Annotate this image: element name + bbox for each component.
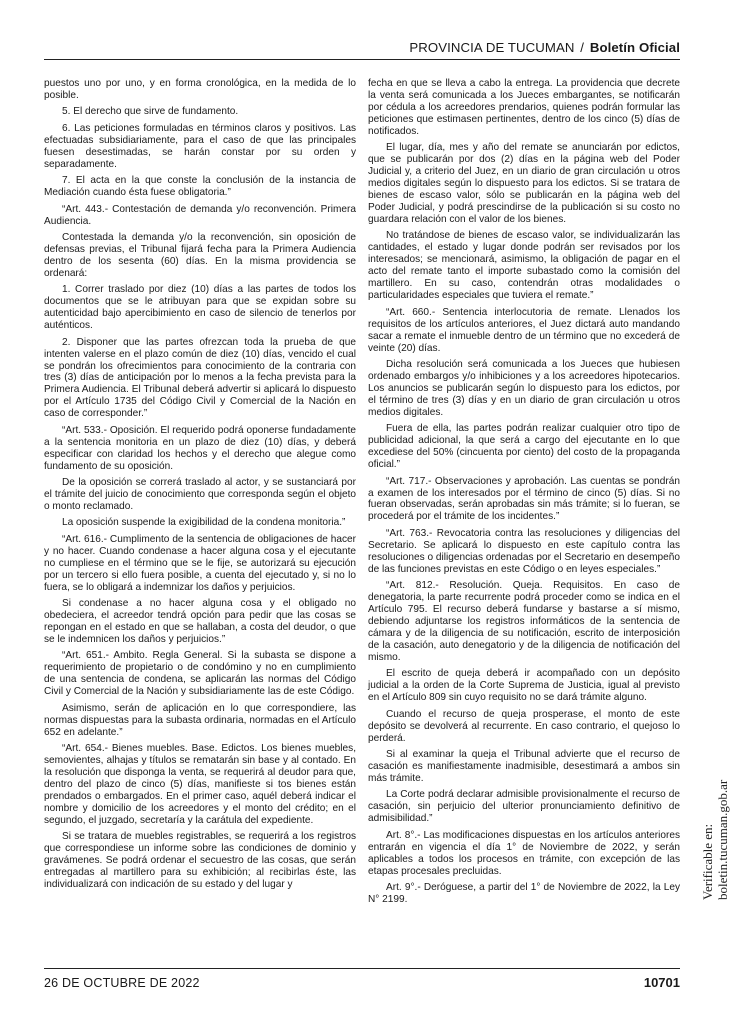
paragraph: Art. 9°.- Deróguese, a partir del 1° de Noviembre de 2022, la Ley N° 2199.: [368, 882, 680, 906]
verification-label: Verificable en:: [700, 823, 715, 900]
paragraph: fecha en que se lleva a cabo la entrega. La providencia que decrete la venta será comunicada a los Jueces embargantes, se notificarán por cédula a los acreedores prendarios, quienes podrán formular las peticiones que estimasen pertinentes, dentro de los cinco (5) días de notificados.: [368, 78, 680, 137]
verification-url[interactable]: boletin.tucuman.gob.ar: [715, 779, 730, 900]
paragraph: “Art. 763.- Revocatoria contra las resoluciones y diligencias del Secretario. Se aplicará lo dispuesto en este capítulo contra las resoluciones o diligencias ordenadas por el Secretario en desempeño de las funciones previstas en este Código o en leyes especiales.”: [368, 527, 680, 575]
paragraph: 7. El acta en la que conste la conclusión de la instancia de Mediación cuando ésta fuese obligatoria.”: [44, 175, 356, 199]
paragraph: 5. El derecho que sirve de fundamento.: [62, 106, 239, 118]
paragraph: puestos uno por uno, y en forma cronológica, en la medida de lo posible.: [44, 78, 356, 101]
page-header: [44, 40, 680, 58]
paragraph: “Art. 812.- Resolución. Queja. Requisitos. En caso de denegatoria, la parte recurrente podrá proceder como se indica en el Artículo 795. El recurso deberá fundarse y bastarse a sí mismo, debiendo adjuntarse los registros informáticos de la sentencia de cámara y de la diligencia de su notificación, escrito de interposición de la casación, auto denegatorio y de la diligencia de notificación del mismo.: [368, 580, 680, 663]
paragraph: 1. Correr traslado por diez (10) días a las partes de todos los documentos que se le atribuyan para que se expidan sobre su autenticidad bajo apercibimiento en caso de silencio de tenerlos por auténticos.: [44, 284, 356, 332]
paragraph: De la oposición se correrá traslado al actor, y se sustanciará por el trámite del juicio de conocimiento que corresponda según el objeto o monto reclamado.: [44, 477, 356, 512]
paragraph: El lugar, día, mes y año del remate se anunciarán por edictos, que se publicarán por dos (2) días en la página web del Poder Judicial y, a criterio del Juez, en un diario de gran circulación u otros medios digitales según lo dispuesto para los edictos. Si se tratara de bienes de escaso valor, sólo se publicarán en la página web del Poder Judicial, y podrá prescindirse de la publicación si su costo no guardara relación con el valor de los bienes.: [368, 142, 680, 225]
paragraph: No tratándose de bienes de escaso valor, se individualizarán las cantidades, el estado y lugar donde podrán ser revisados por los interesados; se mencionará, asimismo, la obligación de pagar en el acto del remate tanto el importe subastado como la comisión del martillero. En su caso, contendrán otras modalidades o particularidades especiales que tuviera el remate.”: [368, 230, 680, 302]
paragraph: Si condenase a no hacer alguna cosa y el obligado no obedeciera, el acreedor tendrá opción para pedir que las cosas se repongan en el estado en que se hallaban, a costa del deudor, o que se le indemnicen los daños y perjuicios.”: [44, 598, 356, 646]
paragraph: Si al examinar la queja el Tribunal advierte que el recurso de casación es manifiestamente inadmisible, desestimará a ambos sin más trámite.: [368, 749, 680, 784]
paragraph: El escrito de queja deberá ir acompañado con un depósito judicial a la orden de la Corte Suprema de Justicia, igual al previsto en el Artículo 809 sin cuyo requisito no se dará trámite alguno.: [368, 668, 680, 704]
page-number: 10701: [643, 975, 680, 990]
right-column: [368, 78, 680, 911]
paragraph: 6. Las peticiones formuladas en términos claros y positivos. Las efectuadas subsidiariamente, para el caso de que las principales fuesen desestimadas, se harán constar por su orden y separadamente.: [44, 122, 356, 170]
verification-note: [700, 780, 730, 900]
paragraph: Art. 8°.- Las modificaciones dispuestas en los artículos anteriores entrarán en vigencia el día 1° de Noviembre de 2022, y serán aplicables a todos los procesos en trámite, con excepción de las etapas procesales precluidas.: [368, 829, 680, 877]
paragraph: Dicha resolución será comunicada a los Jueces que hubiesen ordenado embargos y/o inhibiciones y a los acreedores hipotecarios. Los anuncios se publicarán según lo dispuesto para los edictos, por el término de tres (3) días y en un diario de gran circulación u otros medios digitales.: [368, 358, 680, 418]
footer-rule: [44, 968, 680, 969]
paragraph: “Art. 660.- Sentencia interlocutoria de remate. Llenados los requisitos de los artículos anteriores, el Juez dictará auto mandando sacar a remate el inmueble dentro de un término que no excederá de veinte (20) días.: [368, 306, 680, 354]
left-column: [44, 78, 356, 896]
paragraph: “Art. 533.- Oposición. El requerido podrá oponerse fundadamente a la sentencia monitoria en un plazo de diez (10) días, y deberá especificar con claridad los hechos y el derecho que alegue como fundamento de su oposición.: [44, 424, 356, 472]
paragraph: “Art. 654.- Bienes muebles. Base. Edictos. Los bienes muebles, semovientes, alhajas y títulos se rematarán sin base y al contado. En la resolución que disponga la venta, se requerirá al deudor para que, dentro del plazo de cinco (5) días, manifieste si tos bienes están prendados o embargados. En el primer caso, aquél deberá indicar el nombre y domicilio de los acreedores y el monto del crédito; en el segundo, el juzgado, secretaría y la carátula del expediente.: [44, 743, 356, 826]
header-rule: [44, 59, 680, 60]
paragraph: Si se tratara de muebles registrables, se requerirá a los registros que correspondiese un informe sobre las condiciones de dominio y gravámenes. Se podrá ordenar el secuestro de las cosas, que serán entregadas al martillero para su exhibición; al recibirlas éste, las individualizará con indicación de su estado y del lugar y: [44, 831, 356, 891]
paragraph: La oposición suspende la exigibilidad de la condena monitoria.”: [62, 517, 346, 529]
header-separator: /: [580, 40, 585, 55]
paragraph: Asimismo, serán de aplicación en lo que correspondiere, las normas dispuestas para la subasta ordinaria, normadas en el Artículo 652 en adelante.”: [44, 702, 356, 738]
paragraph: “Art. 651.- Ambito. Regla General. Si la subasta se dispone a requerimiento de propietario o de condómino y no en cumplimiento de una sentencia de condena, se aplicarán las normas del Código Civil y Comercial de la Nación y subsidiariamente las de este Código.: [44, 650, 356, 698]
paragraph: Cuando el recurso de queja prosperase, el monto de este depósito se devolverá al recurrente. En caso contrario, el quejoso lo perderá.: [368, 708, 680, 744]
paragraph: Contestada la demanda y/o la reconvención, sin oposición de defensas previas, el Tribunal fijará fecha para la Primera Audiencia dentro de los sesenta (60) días. En la misma providencia se ordenará:: [44, 231, 356, 279]
paragraph: “Art. 443.- Contestación de demanda y/o reconvención. Primera Audiencia.: [44, 203, 356, 227]
paragraph: La Corte podrá declarar admisible provisionalmente el recurso de casación, sin perjuicio del ulterior pronunciamiento definitivo de admisibilidad.”: [368, 789, 680, 825]
header-publication: Boletín Oficial: [589, 40, 680, 55]
header-province: PROVINCIA DE TUCUMAN: [409, 40, 575, 55]
paragraph: “Art. 616.- Cumplimento de la sentencia de obligaciones de hacer y no hacer. Cuando condenase a hacer alguna cosa y el ejecutante no cumpliese en el término que se le fije, se autorizará su ejecución por un tercero si ello fuera posible, a cuenta del ejecutado y, si no lo fuera, se lo obligará a indemnizar los daños y perjuicios.: [44, 533, 356, 593]
paragraph: “Art. 717.- Observaciones y aprobación. Las cuentas se pondrán a examen de los interesados por el término de cinco (5) días. Si no fueran observadas, serán aprobadas sin más trámite; si lo fueran, se procederá por el trámite de los incidentes.”: [368, 475, 680, 523]
footer-date: 26 DE OCTUBRE DE 2022: [44, 976, 200, 990]
paragraph: Fuera de ella, las partes podrán realizar cualquier otro tipo de publicidad adicional, la que será a cargo del ejecutante en lo que excediese del 50% (cincuenta por ciento) del costo de la propaganda oficial.”: [368, 423, 680, 471]
paragraph: 2. Disponer que las partes ofrezcan toda la prueba de que intenten valerse en el plazo común de diez (10) días, vencido el cual se pondrán los ofrecimientos para conocimiento de la contraria con tres (3) días de anticipación por lo menos a la fecha prevista para la Primera Audiencia. El Tribunal deberá advertir si aplicará lo dispuesto por el Artículo 1735 del Código Civil y Comercial de la Nación en caso de corresponder.”: [44, 336, 356, 420]
